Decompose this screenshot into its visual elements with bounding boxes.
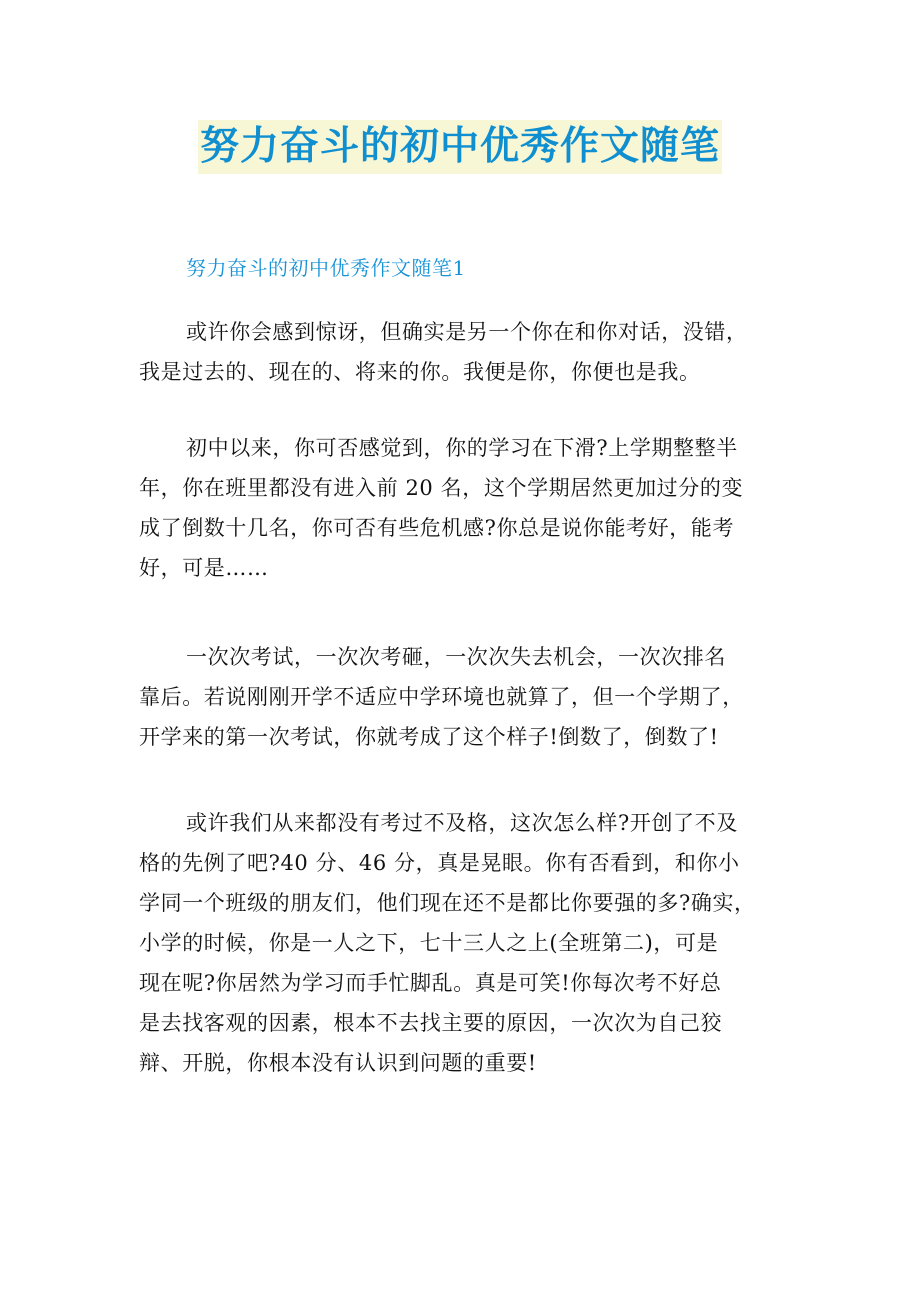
- paragraph-4: [139, 803, 789, 1083]
- paragraph-line: 我是过去的、现在的、将来的你。我便是你，你便也是我。: [139, 360, 701, 384]
- paragraph-2: [139, 428, 789, 588]
- paragraph-line: 年，你在班里都没有进入前 20 名，这个学期居然更加过分的变: [139, 476, 744, 500]
- paragraph-line: 一次次考试，一次次考砸，一次次失去机会，一次次排名: [186, 645, 726, 669]
- paragraph-3: [139, 637, 789, 757]
- paragraph-line: 开学来的第一次考试，你就考成了这个样子!倒数了，倒数了!: [139, 725, 719, 749]
- paragraph-line: 成了倒数十几名，你可否有些危机感?你总是说你能考好，能考: [139, 516, 735, 540]
- paragraph-line: 现在呢?你居然为学习而手忙脚乱。真是可笑!你每次考不好总: [139, 971, 722, 995]
- title-container: [0, 120, 920, 174]
- paragraph-line: 学同一个班级的朋友们，他们现在还不是都比你要强的多?确实，: [139, 891, 756, 915]
- paragraph-line: 初中以来，你可否感觉到，你的学习在下滑?上学期整整半: [186, 436, 738, 460]
- section-heading: 努力奋斗的初中优秀作文随笔1: [186, 256, 466, 280]
- paragraph-line: 或许你会感到惊讶，但确实是另一个你在和你对话，没错，: [186, 320, 748, 344]
- paragraph-line: 是去找客观的因素，根本不去找主要的原因，一次次为自己狡: [139, 1011, 723, 1035]
- document-title: 努力奋斗的初中优秀作文随笔: [198, 120, 722, 174]
- paragraph-line: 靠后。若说刚刚开学不适应中学环境也就算了，但一个学期了，: [139, 685, 744, 709]
- paragraph-line: 小学的时候，你是一人之下，七十三人之上(全班第二)，可是: [139, 931, 719, 955]
- paragraph-line: 或许我们从来都没有考过不及格，这次怎么样?开创了不及: [186, 811, 738, 835]
- paragraph-line: 好，可是……: [139, 556, 269, 580]
- paragraph-line: 辩、开脱，你根本没有认识到问题的重要!: [139, 1051, 537, 1075]
- paragraph-1: [139, 312, 789, 392]
- paragraph-line: 格的先例了吧?40 分、46 分，真是晃眼。你有否看到，和你小: [139, 851, 740, 875]
